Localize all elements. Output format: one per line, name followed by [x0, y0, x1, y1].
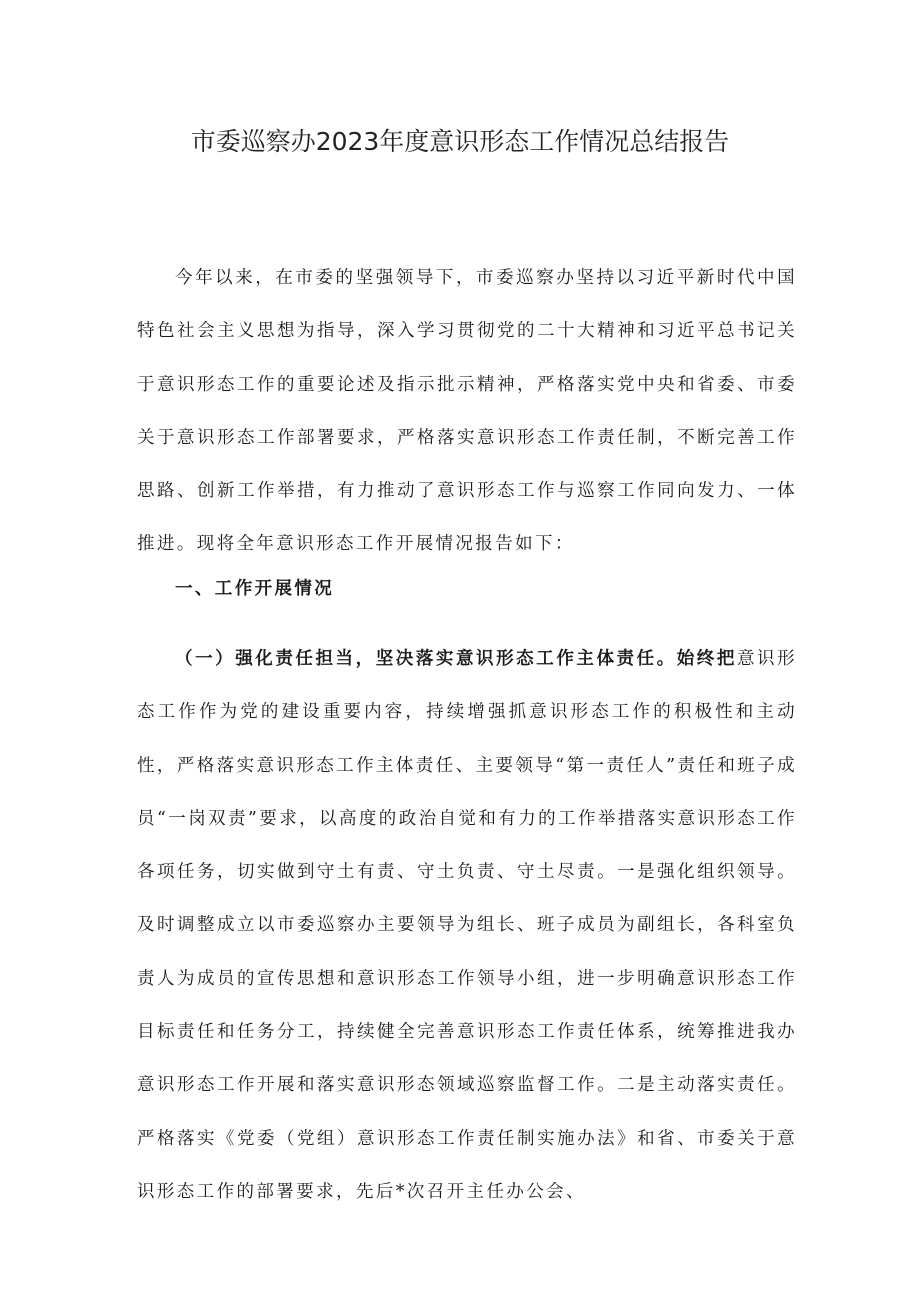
document-title: 市委巡察办2023年度意识形态工作情况总结报告 — [190, 127, 730, 156]
subsection-lead: （一）强化责任担当，坚决落实意识形态工作主体责任。始终把 — [175, 649, 737, 669]
section-heading: 一、工作开展情况 — [175, 579, 335, 599]
intro-paragraph: 今年以来，在市委的坚强领导下，市委巡察办坚持以习近平新时代中国特色社会主义思想为指导，深入学习贯彻党的二十大精神和习近平总书记关于意识形态工作的重要论述及指示批示精神，严格落实党中央和省委、市委关于意识形态工作部署要求，严格落实意识形态工作责任制，不断完善工作思路、创新工作举措，有力推动了意识形态工作与巡察工作同向发力、一体推进。现将全年意识形态工作开展情况报告如下： — [137, 268, 797, 555]
subsection-body: 意识形态工作作为党的建设重要内容，持续增强抓意识形态工作的积极性和主动性，严格落实意识形态工作主体责任、主要领导“第一责任人”责任和班子成员“一岗双责”要求，以高度的政治自觉和有力的工作举措落实意识形态工作各项任务，切实做到守土有责、守土负责、守土尽责。一是强化组织领导。及时调整成立以市委巡察办主要领导为组长、班子成员为副组长，各科室负责人为成员的宣传思想和意识形态工作领导小组，进一步明确意识形态工作目标责任和任务分工，持续健全完善意识形态工作责任体系，统筹推进我办意识形态工作开展和落实意识形态领域巡察监督工作。二是主动落实责任。严格落实《党委（党组）意识形态工作责任制实施办法》和省、市委关于意识形态工作的部署要求，先后*次召开主任办公会、 — [137, 649, 797, 1202]
subsection-paragraph — [137, 633, 797, 1219]
